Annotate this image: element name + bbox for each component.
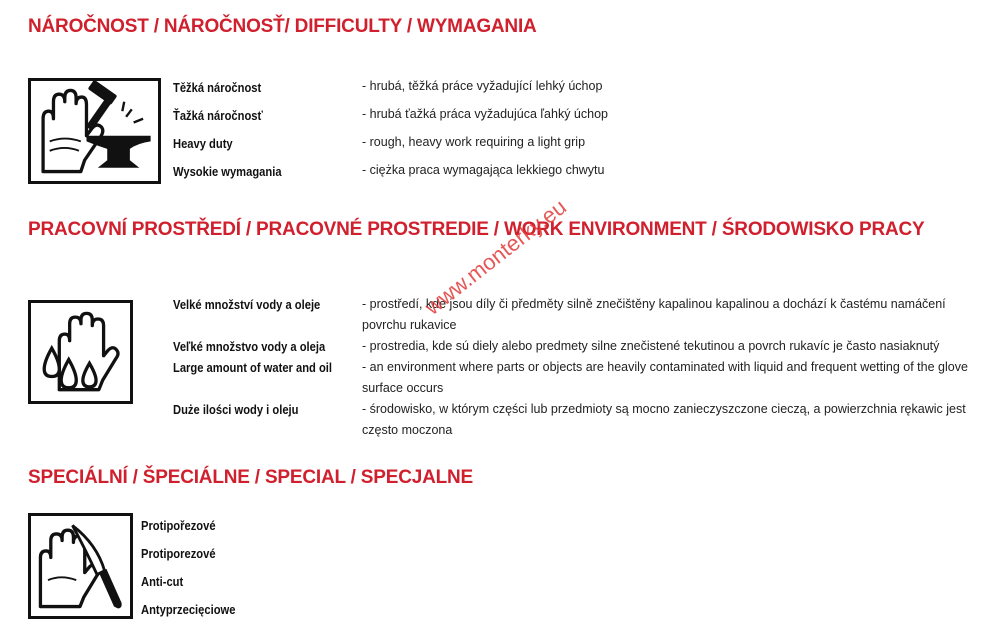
glove-water-drops-icon bbox=[28, 300, 133, 404]
glove-hammer-anvil-icon bbox=[28, 78, 161, 184]
term-en: Heavy duty bbox=[173, 136, 233, 151]
desc-en: - rough, heavy work requiring a light grip bbox=[362, 135, 586, 149]
section-title-environment: PRACOVNÍ PROSTŘEDÍ / PRACOVNÉ PROSTREDIE / WORK ENVIRONMENT / ŚRODOWISKO PRACY bbox=[28, 219, 925, 240]
section-title-difficulty: NÁROČNOST / NÁROČNOSŤ/ DIFFICULTY / WYMAGANIA bbox=[28, 16, 537, 37]
section-title-special: SPECIÁLNÍ / ŠPECIÁLNE / SPECIAL / SPECJALNE bbox=[28, 467, 474, 488]
glove-knife-icon bbox=[28, 513, 133, 619]
term-pl: Antyprzecięciowe bbox=[141, 602, 236, 617]
term-en: Large amount of water and oil bbox=[173, 360, 333, 375]
term-sk: Veľké množstvo vody a oleja bbox=[173, 339, 326, 354]
term-cz: Těžká náročnost bbox=[173, 80, 262, 95]
desc-sk: - prostredia, kde sú diely alebo predmety silne znečistené tekutinou a povrch rukavíc je často nasiaknutý bbox=[362, 339, 940, 353]
desc-pl: - ciężka praca wymagająca lekkiego chwytu bbox=[362, 163, 605, 177]
term-en: Anti-cut bbox=[141, 574, 184, 589]
term-pl: Wysokie wymagania bbox=[173, 164, 282, 179]
term-cz: Protipořezové bbox=[141, 518, 216, 533]
term-pl: Duże ilości wody i oleju bbox=[173, 402, 299, 417]
desc-en: - an environment where parts or objects are heavily contaminated with liquid and frequent wetting of the glove surface occurs bbox=[362, 360, 968, 395]
term-sk: Protiporezové bbox=[141, 546, 216, 561]
term-cz: Velké množství vody a oleje bbox=[173, 297, 321, 312]
desc-cz: - prostředí, kde jsou díly či předměty silně znečištěny kapalinou kapalinou a dochází k častému namáčení povrchu rukavice bbox=[362, 297, 946, 332]
desc-cz: - hrubá, těžká práce vyžadující lehký úchop bbox=[362, 79, 603, 93]
desc-pl: - środowisko, w którym części lub przedmioty są mocno zanieczyszczone cieczą, a powierzchnia rękawic jest często moczona bbox=[362, 402, 966, 437]
desc-sk: - hrubá ťažká práca vyžadujúca ľahký úchop bbox=[362, 107, 608, 121]
term-sk: Ťažká náročnosť bbox=[173, 108, 263, 123]
watermark-text: www.monterky.eu bbox=[420, 194, 571, 320]
